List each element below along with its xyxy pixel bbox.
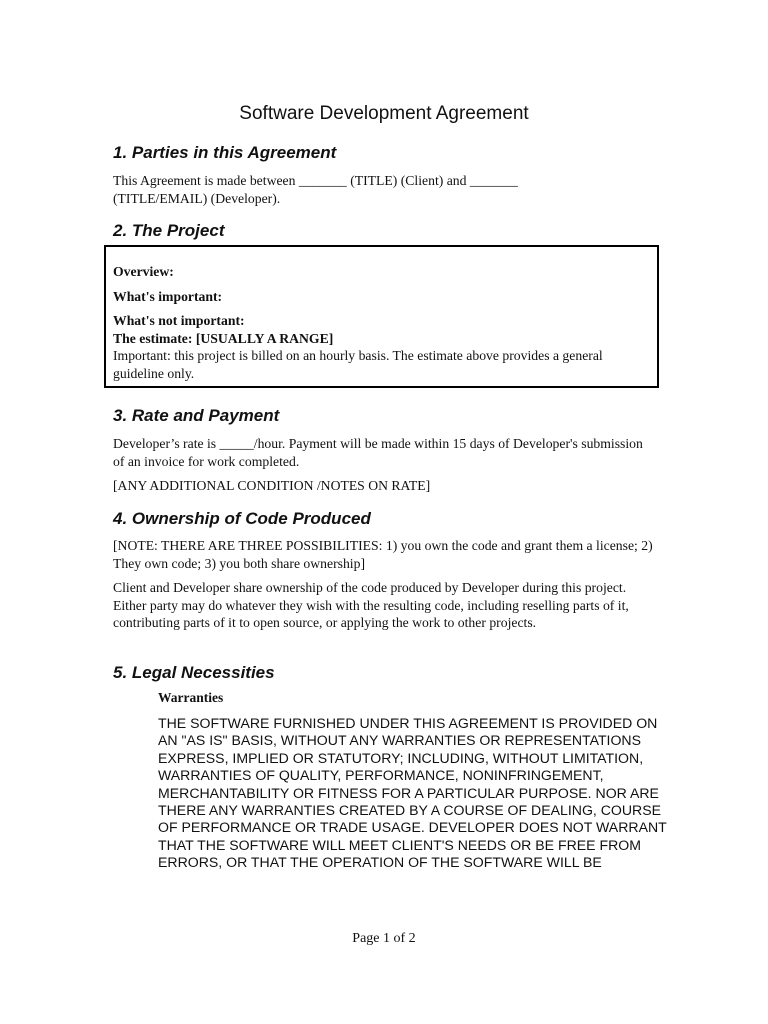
rate-paragraph: Developer’s rate is _____/hour. Payment will be made within 15 days of Developer's submission of an invoice for work completed.: [113, 436, 643, 469]
warranties-subheading: Warranties: [158, 690, 224, 705]
page-number: Page 1 of 2: [352, 931, 416, 946]
section-heading-legal: 5. Legal Necessities: [113, 663, 275, 682]
whats-important-label: What's important:: [113, 289, 223, 304]
ownership-note: [NOTE: THERE ARE THREE POSSIBILITIES: 1) you own the code and grant them a license; 2) They own code; 3) you both share ownership]: [113, 538, 653, 571]
section-heading-parties: 1. Parties in this Agreement: [113, 143, 337, 162]
ownership-paragraph: Client and Developer share ownership of the code produced by Developer during this project. Either party may do whatever they wish with the resulting code, including reselling parts of it, contributing parts of it to open source, or applying the work to other projects.: [113, 580, 629, 630]
estimate-label: The estimate: [USUALLY A RANGE]: [113, 331, 334, 346]
whats-not-important-label: What's not important:: [113, 313, 245, 328]
section-heading-project: 2. The Project: [113, 221, 225, 240]
estimate-note: Important: this project is billed on an hourly basis. The estimate above provides a general guideline only.: [113, 348, 603, 381]
section-heading-rate: 3. Rate and Payment: [113, 406, 280, 425]
parties-paragraph: This Agreement is made between _______ (TITLE) (Client) and _______ (TITLE/EMAIL) (Developer).: [113, 173, 518, 206]
section-heading-ownership: 4. Ownership of Code Produced: [113, 509, 371, 528]
document-title: Software Development Agreement: [239, 103, 529, 124]
rate-notes: [ANY ADDITIONAL CONDITION /NOTES ON RATE]: [113, 478, 431, 493]
warranty-paragraph: THE SOFTWARE FURNISHED UNDER THIS AGREEMENT IS PROVIDED ON AN "AS IS" BASIS, WITHOUT ANY WARRANTIES OR REPRESENTATIONS EXPRESS, IMPLIED OR STATUTORY; INCLUDING, WITHOUT LIMITATION, WARRANTIES OF QUALITY, PERFORMANCE, NONINFRINGEMENT, MERCHANTABILITY OR FITNESS FOR A PARTICULAR PURPOSE. NOR ARE THERE ANY WARRANTIES CREATED BY A COURSE OF DEALING, COURSE OF PERFORMANCE OR TRADE USAGE. DEVELOPER DOES NOT WARRANT THAT THE SOFTWARE WILL MEET CLIENT'S NEEDS OR BE FREE FROM ERRORS, OR THAT THE OPERATION OF THE SOFTWARE WILL BE: [158, 715, 667, 871]
overview-label: Overview:: [113, 264, 174, 279]
